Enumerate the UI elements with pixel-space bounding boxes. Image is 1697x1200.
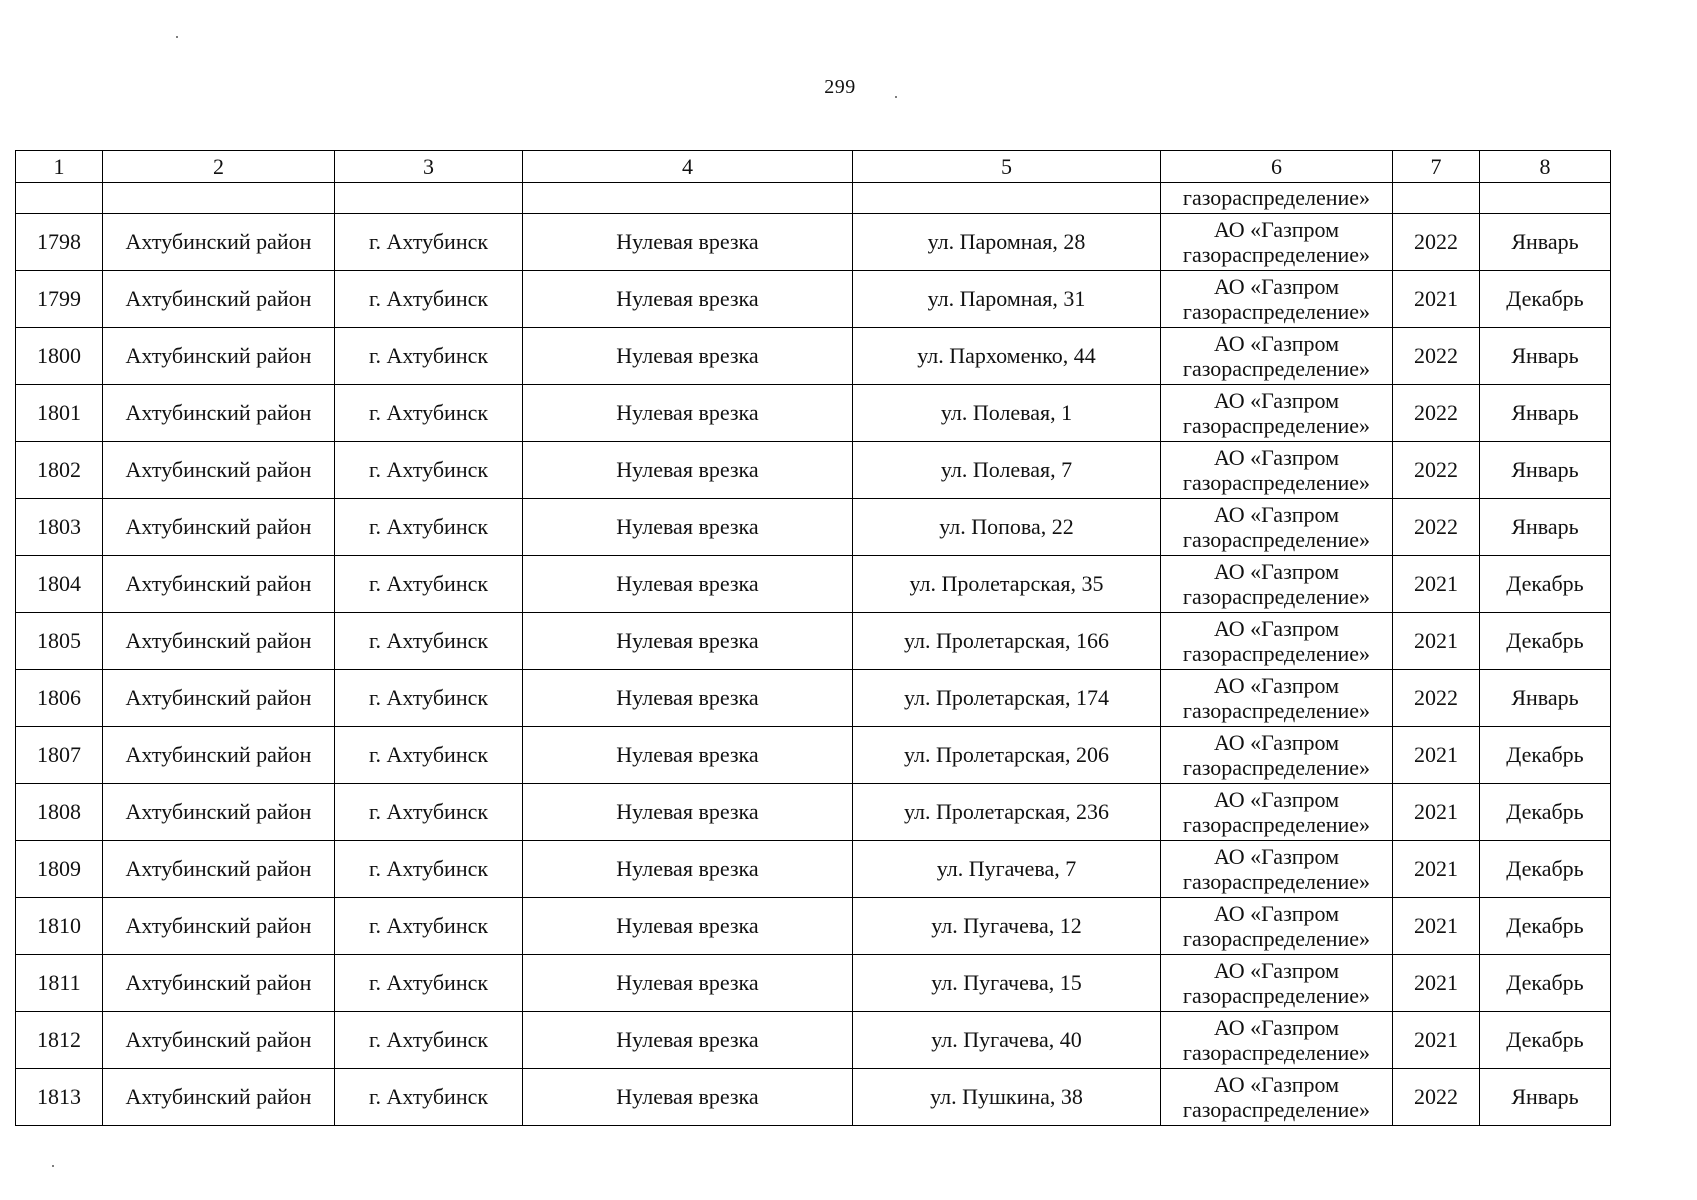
scan-speck xyxy=(176,36,178,38)
address-cell: ул. Паромная, 28 xyxy=(853,214,1161,271)
address-cell: ул. Пугачева, 12 xyxy=(853,898,1161,955)
organization-cell: АО «Газпром газораспределение» xyxy=(1161,214,1393,271)
row-number-cell: 1806 xyxy=(16,670,103,727)
month-cell: Декабрь xyxy=(1480,556,1611,613)
address-cell: ул. Пролетарская, 174 xyxy=(853,670,1161,727)
work-type-cell: Нулевая врезка xyxy=(523,898,853,955)
month-cell: Декабрь xyxy=(1480,841,1611,898)
table-row xyxy=(16,1069,1611,1126)
row-number-cell: 1805 xyxy=(16,613,103,670)
organization-cell: АО «Газпром газораспределение» xyxy=(1161,556,1393,613)
row-number-cell: 1808 xyxy=(16,784,103,841)
work-type-cell: Нулевая врезка xyxy=(523,442,853,499)
address-cell: ул. Пугачева, 7 xyxy=(853,841,1161,898)
district-cell: Ахтубинский район xyxy=(103,214,335,271)
settlement-cell: г. Ахтубинск xyxy=(335,556,523,613)
month-cell: Январь xyxy=(1480,499,1611,556)
district-cell: Ахтубинский район xyxy=(103,328,335,385)
table-row xyxy=(16,556,1611,613)
continuation-cell xyxy=(853,183,1161,214)
district-cell: Ахтубинский район xyxy=(103,841,335,898)
scan-speck xyxy=(895,96,897,98)
work-type-cell: Нулевая врезка xyxy=(523,613,853,670)
district-cell: Ахтубинский район xyxy=(103,898,335,955)
year-cell: 2021 xyxy=(1393,841,1480,898)
month-cell: Декабрь xyxy=(1480,898,1611,955)
header-row xyxy=(16,151,1611,183)
row-number-cell: 1799 xyxy=(16,271,103,328)
table-row xyxy=(16,271,1611,328)
district-cell: Ахтубинский район xyxy=(103,727,335,784)
row-number-cell: 1801 xyxy=(16,385,103,442)
page-number: 299 xyxy=(824,76,856,98)
organization-cell: АО «Газпром газораспределение» xyxy=(1161,1012,1393,1069)
settlement-cell: г. Ахтубинск xyxy=(335,613,523,670)
row-number-cell: 1800 xyxy=(16,328,103,385)
organization-cell: АО «Газпром газораспределение» xyxy=(1161,784,1393,841)
district-cell: Ахтубинский район xyxy=(103,385,335,442)
row-number-cell: 1812 xyxy=(16,1012,103,1069)
header-cell: 3 xyxy=(335,151,523,183)
address-cell: ул. Паромная, 31 xyxy=(853,271,1161,328)
work-type-cell: Нулевая врезка xyxy=(523,1012,853,1069)
month-cell: Декабрь xyxy=(1480,784,1611,841)
continuation-cell xyxy=(16,183,103,214)
table-row xyxy=(16,727,1611,784)
table-row xyxy=(16,499,1611,556)
organization-cell: АО «Газпром газораспределение» xyxy=(1161,898,1393,955)
organization-cell: АО «Газпром газораспределение» xyxy=(1161,955,1393,1012)
organization-cell: АО «Газпром газораспределение» xyxy=(1161,727,1393,784)
header-cell: 8 xyxy=(1480,151,1611,183)
table-row xyxy=(16,442,1611,499)
address-cell: ул. Попова, 22 xyxy=(853,499,1161,556)
header-cell: 5 xyxy=(853,151,1161,183)
table-body xyxy=(16,151,1611,1126)
organization-cell: АО «Газпром газораспределение» xyxy=(1161,328,1393,385)
year-cell: 2021 xyxy=(1393,955,1480,1012)
address-cell: ул. Полевая, 7 xyxy=(853,442,1161,499)
work-type-cell: Нулевая врезка xyxy=(523,271,853,328)
table-row xyxy=(16,1012,1611,1069)
continuation-cell xyxy=(335,183,523,214)
header-cell: 4 xyxy=(523,151,853,183)
work-type-cell: Нулевая врезка xyxy=(523,214,853,271)
settlement-cell: г. Ахтубинск xyxy=(335,385,523,442)
organization-cell: АО «Газпром газораспределение» xyxy=(1161,442,1393,499)
header-cell: 1 xyxy=(16,151,103,183)
year-cell: 2022 xyxy=(1393,214,1480,271)
table-row xyxy=(16,841,1611,898)
settlement-cell: г. Ахтубинск xyxy=(335,784,523,841)
settlement-cell: г. Ахтубинск xyxy=(335,328,523,385)
settlement-cell: г. Ахтубинск xyxy=(335,955,523,1012)
address-cell: ул. Пролетарская, 166 xyxy=(853,613,1161,670)
address-cell: ул. Полевая, 1 xyxy=(853,385,1161,442)
address-cell: ул. Пролетарская, 236 xyxy=(853,784,1161,841)
header-cell: 6 xyxy=(1161,151,1393,183)
settlement-cell: г. Ахтубинск xyxy=(335,271,523,328)
row-number-cell: 1810 xyxy=(16,898,103,955)
district-cell: Ахтубинский район xyxy=(103,442,335,499)
month-cell: Январь xyxy=(1480,385,1611,442)
table-row xyxy=(16,955,1611,1012)
row-number-cell: 1811 xyxy=(16,955,103,1012)
work-type-cell: Нулевая врезка xyxy=(523,670,853,727)
settlement-cell: г. Ахтубинск xyxy=(335,499,523,556)
organization-cell: АО «Газпром газораспределение» xyxy=(1161,841,1393,898)
settlement-cell: г. Ахтубинск xyxy=(335,442,523,499)
year-cell: 2021 xyxy=(1393,784,1480,841)
district-cell: Ахтубинский район xyxy=(103,556,335,613)
settlement-cell: г. Ахтубинск xyxy=(335,898,523,955)
organization-cell: АО «Газпром газораспределение» xyxy=(1161,613,1393,670)
month-cell: Январь xyxy=(1480,214,1611,271)
organization-cell: АО «Газпром газораспределение» xyxy=(1161,271,1393,328)
table-row xyxy=(16,898,1611,955)
year-cell: 2022 xyxy=(1393,385,1480,442)
continuation-cell xyxy=(1480,183,1611,214)
work-type-cell: Нулевая врезка xyxy=(523,1069,853,1126)
month-cell: Январь xyxy=(1480,442,1611,499)
work-type-cell: Нулевая врезка xyxy=(523,556,853,613)
table-row xyxy=(16,214,1611,271)
year-cell: 2021 xyxy=(1393,271,1480,328)
settlement-cell: г. Ахтубинск xyxy=(335,1012,523,1069)
table-row xyxy=(16,784,1611,841)
district-cell: Ахтубинский район xyxy=(103,1069,335,1126)
settlement-cell: г. Ахтубинск xyxy=(335,214,523,271)
year-cell: 2021 xyxy=(1393,556,1480,613)
district-cell: Ахтубинский район xyxy=(103,955,335,1012)
row-number-cell: 1813 xyxy=(16,1069,103,1126)
row-number-cell: 1803 xyxy=(16,499,103,556)
organization-cell: АО «Газпром газораспределение» xyxy=(1161,385,1393,442)
month-cell: Декабрь xyxy=(1480,613,1611,670)
table-row xyxy=(16,613,1611,670)
address-cell: ул. Пугачева, 40 xyxy=(853,1012,1161,1069)
month-cell: Декабрь xyxy=(1480,1012,1611,1069)
continuation-row xyxy=(16,183,1611,214)
work-type-cell: Нулевая врезка xyxy=(523,841,853,898)
header-cell: 2 xyxy=(103,151,335,183)
row-number-cell: 1802 xyxy=(16,442,103,499)
work-type-cell: Нулевая врезка xyxy=(523,385,853,442)
year-cell: 2022 xyxy=(1393,442,1480,499)
district-cell: Ахтубинский район xyxy=(103,499,335,556)
year-cell: 2021 xyxy=(1393,613,1480,670)
row-number-cell: 1798 xyxy=(16,214,103,271)
settlement-cell: г. Ахтубинск xyxy=(335,841,523,898)
row-number-cell: 1809 xyxy=(16,841,103,898)
month-cell: Январь xyxy=(1480,1069,1611,1126)
district-cell: Ахтубинский район xyxy=(103,784,335,841)
work-type-cell: Нулевая врезка xyxy=(523,784,853,841)
address-cell: ул. Пролетарская, 35 xyxy=(853,556,1161,613)
year-cell: 2021 xyxy=(1393,727,1480,784)
month-cell: Декабрь xyxy=(1480,955,1611,1012)
address-cell: ул. Пролетарская, 206 xyxy=(853,727,1161,784)
address-cell: ул. Пугачева, 15 xyxy=(853,955,1161,1012)
continuation-cell xyxy=(1393,183,1480,214)
month-cell: Декабрь xyxy=(1480,727,1611,784)
continuation-cell xyxy=(523,183,853,214)
address-cell: ул. Пушкина, 38 xyxy=(853,1069,1161,1126)
district-cell: Ахтубинский район xyxy=(103,271,335,328)
settlement-cell: г. Ахтубинск xyxy=(335,727,523,784)
district-cell: Ахтубинский район xyxy=(103,1012,335,1069)
work-type-cell: Нулевая врезка xyxy=(523,727,853,784)
district-cell: Ахтубинский район xyxy=(103,613,335,670)
work-type-cell: Нулевая врезка xyxy=(523,499,853,556)
continuation-cell xyxy=(103,183,335,214)
scan-speck xyxy=(52,1165,54,1167)
organization-cell: АО «Газпром газораспределение» xyxy=(1161,1069,1393,1126)
year-cell: 2021 xyxy=(1393,1012,1480,1069)
organization-cell: АО «Газпром газораспределение» xyxy=(1161,499,1393,556)
district-cell: Ахтубинский район xyxy=(103,670,335,727)
table-row xyxy=(16,328,1611,385)
year-cell: 2022 xyxy=(1393,1069,1480,1126)
month-cell: Январь xyxy=(1480,328,1611,385)
header-cell: 7 xyxy=(1393,151,1480,183)
register-table xyxy=(15,150,1611,1126)
settlement-cell: г. Ахтубинск xyxy=(335,670,523,727)
organization-cell: АО «Газпром газораспределение» xyxy=(1161,670,1393,727)
row-number-cell: 1804 xyxy=(16,556,103,613)
table-row xyxy=(16,670,1611,727)
continuation-cell: газораспределение» xyxy=(1161,183,1393,214)
work-type-cell: Нулевая врезка xyxy=(523,328,853,385)
table-row xyxy=(16,385,1611,442)
work-type-cell: Нулевая врезка xyxy=(523,955,853,1012)
year-cell: 2022 xyxy=(1393,499,1480,556)
year-cell: 2021 xyxy=(1393,898,1480,955)
year-cell: 2022 xyxy=(1393,328,1480,385)
year-cell: 2022 xyxy=(1393,670,1480,727)
month-cell: Январь xyxy=(1480,670,1611,727)
address-cell: ул. Пархоменко, 44 xyxy=(853,328,1161,385)
month-cell: Декабрь xyxy=(1480,271,1611,328)
row-number-cell: 1807 xyxy=(16,727,103,784)
settlement-cell: г. Ахтубинск xyxy=(335,1069,523,1126)
